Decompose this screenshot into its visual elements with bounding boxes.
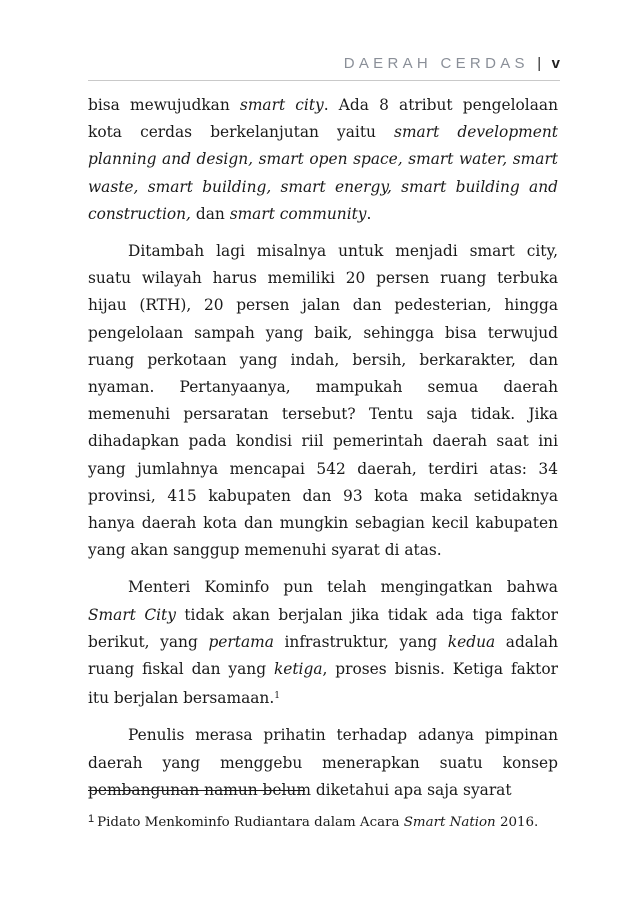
footnote-italic-smart-nation: Smart Nation (403, 815, 496, 830)
footnote-text-2: 2016. (495, 815, 539, 830)
p1-italic-attributes: smart development planning and design, smart open space, smart water, smart waste, smart building, smart energy, smart building and construction, (88, 123, 558, 223)
p3-text-4: adalah ruang fiskal dan yang (88, 632, 558, 679)
header-separator: | (537, 55, 542, 72)
footnote (88, 810, 568, 832)
paragraph-3 (88, 574, 558, 712)
p3-text-5: , proses bisnis. Ketiga faktor itu berjalan bersamaan. (88, 660, 558, 708)
p1-text-1: bisa mewujudkan (88, 96, 240, 114)
footnote-reference: 1 (274, 691, 280, 702)
p1-text-4: . (366, 204, 372, 223)
footnote-rule (88, 790, 305, 791)
p1-text-2: . Ada 8 atribut pengelolaan kota cerdas berkelanjutan yaitu (88, 96, 558, 142)
running-header (88, 54, 560, 74)
p1-text-3: dan (190, 204, 230, 223)
page-number: v (551, 55, 560, 72)
book-title: DAERAH CERDAS (343, 55, 529, 72)
paragraph-1 (88, 92, 558, 228)
p1-italic-smart-city: smart city (239, 96, 324, 114)
p3-italic-kedua: kedua (447, 632, 496, 651)
footnote-number: 1 (88, 813, 95, 825)
p1-italic-smart-community: smart community (229, 204, 367, 223)
p3-italic-smart-city: Smart City (88, 605, 176, 624)
p3-italic-ketiga: ketiga (273, 660, 323, 679)
p3-text-3: infrastruktur, yang (273, 632, 448, 651)
p3-text-1: Menteri Kominfo pun telah mengingatkan bahwa (128, 578, 558, 597)
paragraph-4: Penulis merasa prihatin terhadap adanya pimpinan daerah yang menggebu menerapkan suatu konsep pembangunan namun belum diketahui apa saja syarat (88, 726, 558, 799)
p3-italic-pertama: pertama (208, 632, 274, 651)
footnote-text-1: Pidato Menkominfo Rudiantara dalam Acara (97, 815, 404, 830)
body-text (88, 92, 558, 804)
p3-text-2: tidak akan berjalan jika tidak ada tiga faktor berikut, yang (88, 605, 558, 651)
paragraph-2: Ditambah lagi misalnya untuk menjadi smart city, suatu wilayah harus memiliki 20 persen ruang terbuka hijau (RTH), 20 persen jalan dan pedesterian, hingga pengelolaan sampah yang baik, sehingga bisa terwujud ruang perkotaan yang indah, bersih, berkarakter, dan nyaman. Pertanyaanya, mampukah semua daerah memenuhi persaratan tersebut? Tentu saja tidak. Jika dihadapkan pada kondisi riil pemerintah daerah saat ini yang jumlahnya mencapai 542 daerah, terdiri atas: 34 provinsi, 415 kabupaten dan 93 kota maka setidaknya hanya daerah kota dan mungkin sebagian kecil kabupaten yang akan sanggup memenuhi syarat di atas. (88, 242, 558, 560)
header-rule (88, 80, 560, 81)
